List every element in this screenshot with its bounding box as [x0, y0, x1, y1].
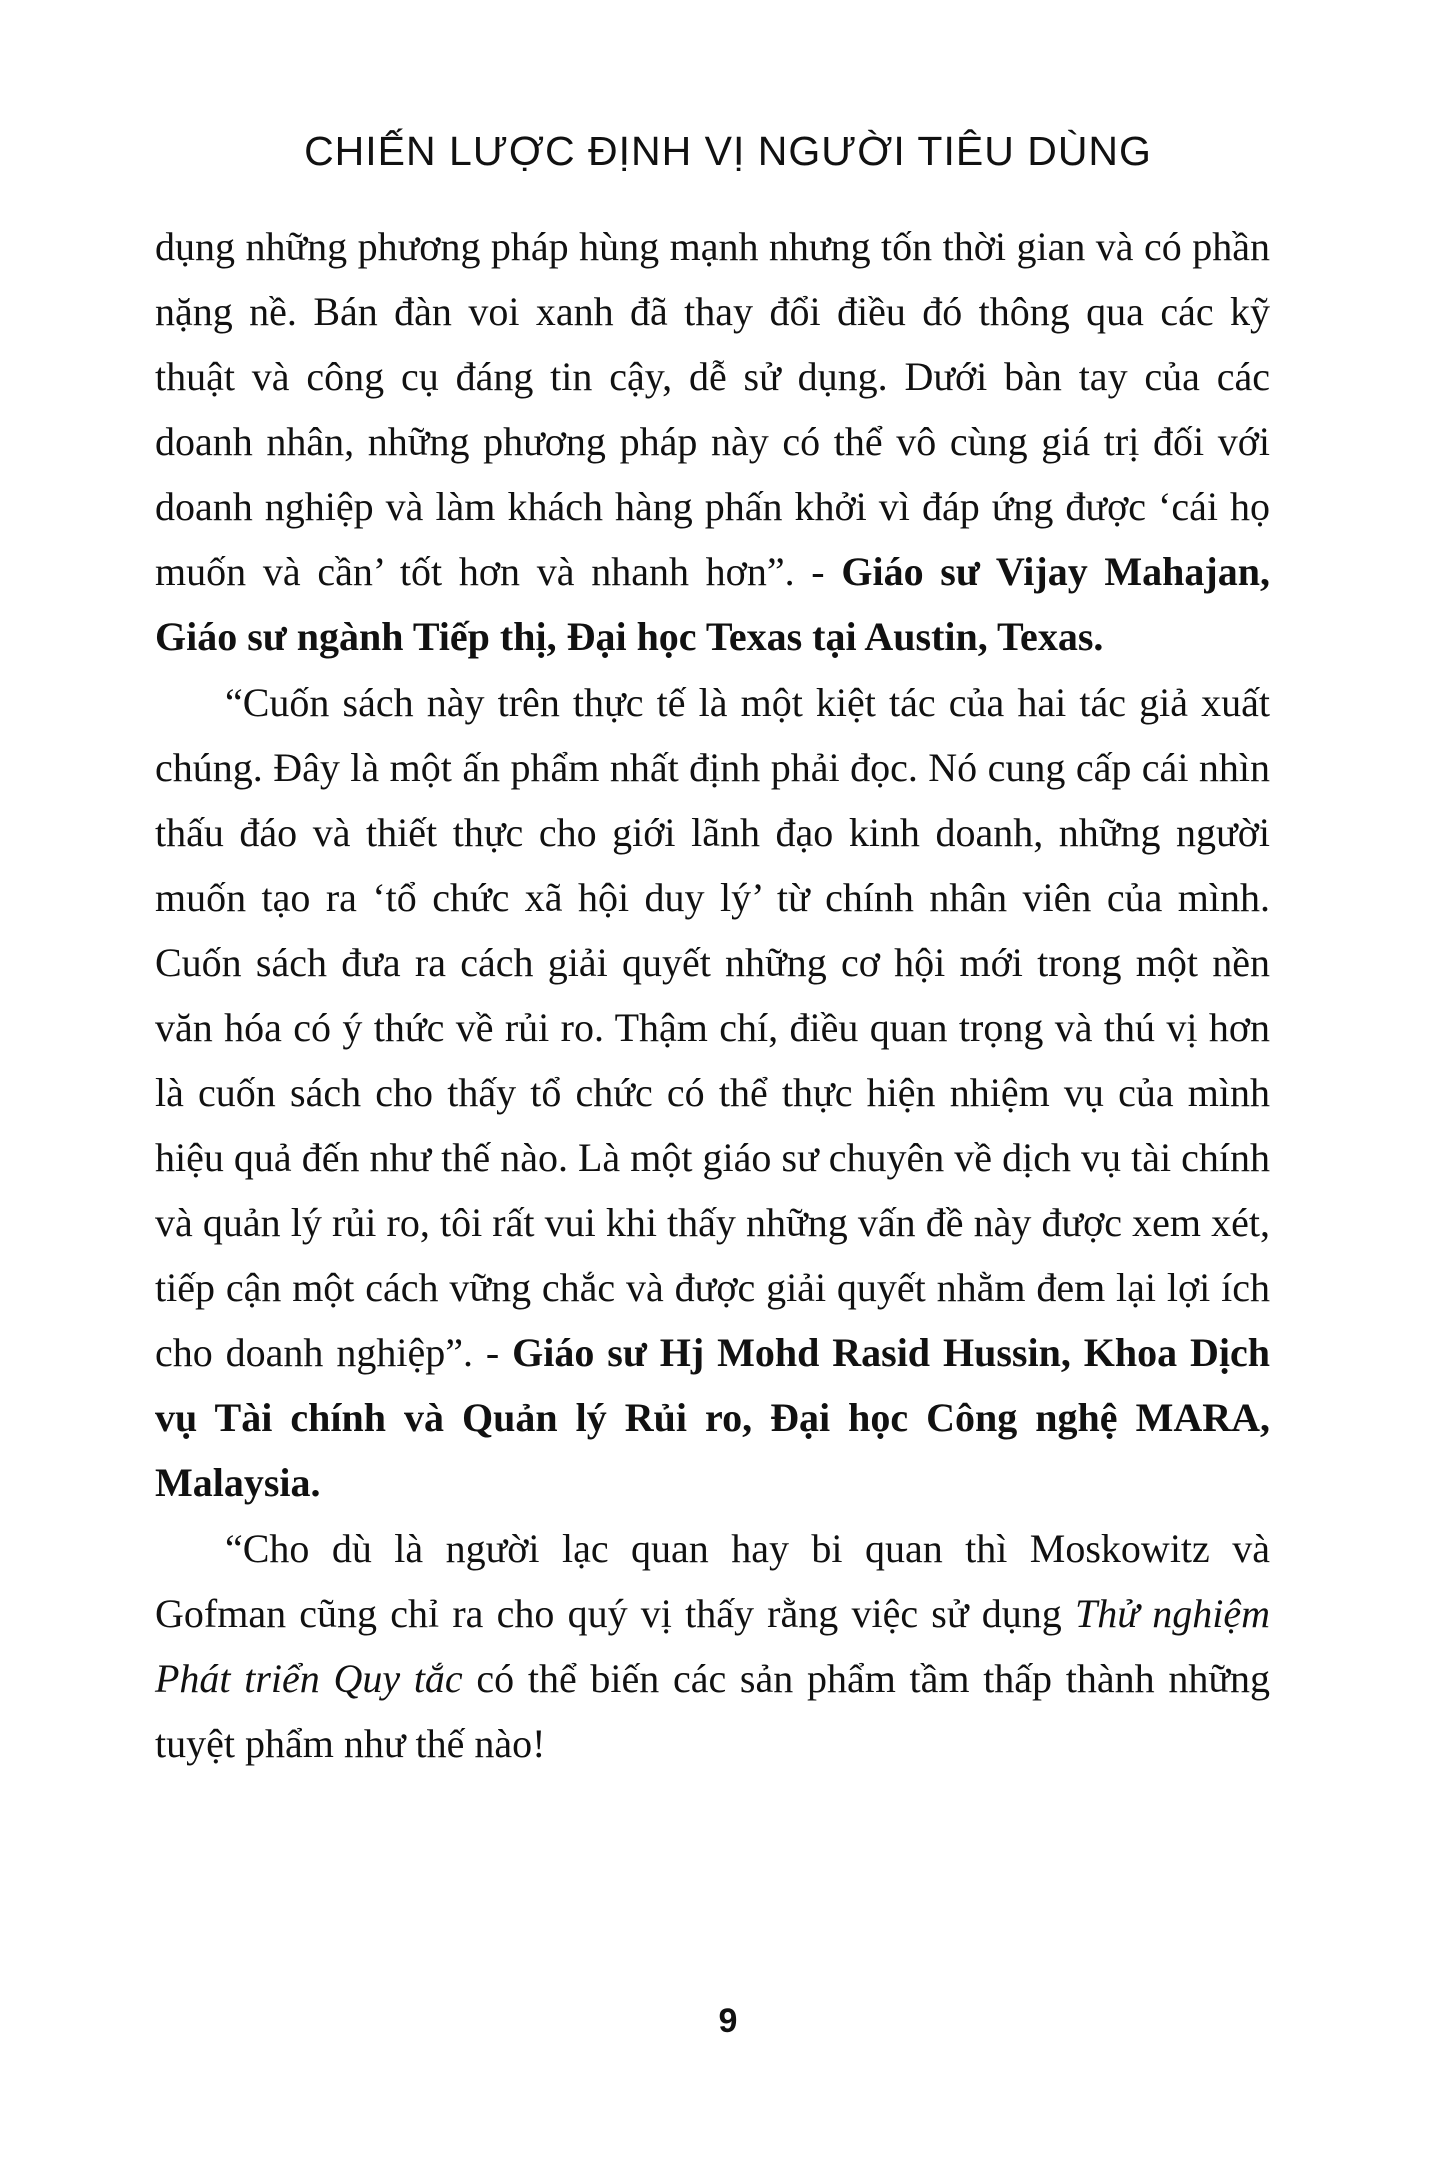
page-number: 9 — [718, 2002, 738, 2040]
paragraph-1 — [155, 214, 1270, 669]
paragraph-1-attribution: Giáo sư Vijay Mahajan, Giáo sư ngành Tiếp thị, Đại học Texas tại Austin, Texas. — [155, 549, 1270, 659]
paragraph-3 — [155, 1516, 1270, 1776]
paragraph-2-text: “Cuốn sách này trên thực tế là một kiệt tác của hai tác giả xuất chúng. Đây là một ấn phẩm nhất định phải đọc. Nó cung cấp cái nhìn thấu đáo và thiết thực cho giới lãnh đạo kinh doanh, những người muốn tạo ra ‘tổ chức xã hội duy lý’ từ chính nhân viên của mình. Cuốn sách đưa ra cách giải quyết những cơ hội mới trong một nền văn hóa có ý thức về rủi ro. Thậm chí, điều quan trọng và thú vị hơn là cuốn sách cho thấy tổ chức có thể thực hiện nhiệm vụ của mình hiệu quả đến như thế nào. Là một giáo sư chuyên về dịch vụ tài chính và quản lý rủi ro, tôi rất vui khi thấy những vấn đề này được xem xét, tiếp cận một cách vững chắc và được giải quyết nhằm đem lại lợi ích cho doanh nghiệp”. - — [155, 680, 1270, 1375]
paragraph-2 — [155, 670, 1270, 1515]
body-text — [155, 214, 1270, 1777]
paragraph-3-italic-title: Thử nghiệm Phát triển Quy tắc — [155, 1591, 1270, 1701]
paragraph-2-attribution: Giáo sư Hj Mohd Rasid Hussin, Khoa Dịch vụ Tài chính và Quản lý Rủi ro, Đại học Công nghệ MARA, Malaysia. — [155, 1330, 1271, 1505]
paragraph-3-text-after: có thể biến các sản phẩm tầm thấp thành những tuyệt phẩm như thế nào! — [155, 1656, 1270, 1766]
paragraph-3-text-before: “Cho dù là người lạc quan hay bi quan thì Moskowitz và Gofman cũng chỉ ra cho quý vị thấy rằng việc sử dụng — [155, 1526, 1270, 1636]
paragraph-1-text: dụng những phương pháp hùng mạnh nhưng tốn thời gian và có phần nặng nề. Bán đàn voi xanh đã thay đổi điều đó thông qua các kỹ thuật và công cụ đáng tin cậy, dễ sử dụng. Dưới bàn tay của các doanh nhân, những phương pháp này có thể vô cùng giá trị đối với doanh nghiệp và làm khách hàng phấn khởi vì đáp ứng được ‘cái họ muốn và cần’ tốt hơn và nhanh hơn”. - — [155, 224, 1270, 594]
running-header: CHIẾN LƯỢC ĐỊNH VỊ NGƯỜI TIÊU DÙNG — [304, 128, 1152, 174]
